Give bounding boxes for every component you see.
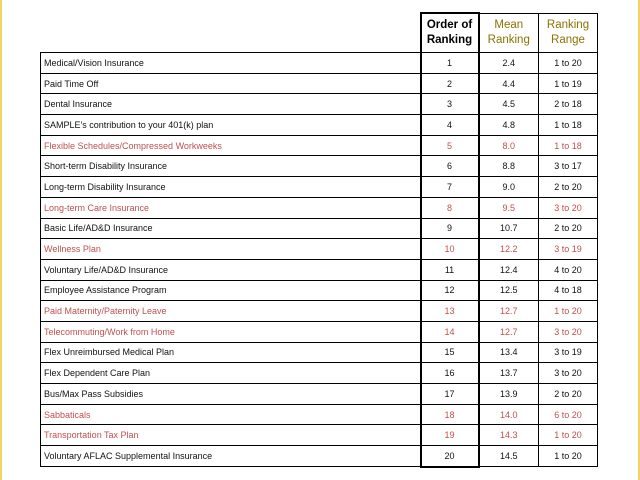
mean-cell: 12.2 — [479, 239, 539, 260]
benefit-cell: SAMPLE's contribution to your 401(k) plan — [41, 115, 421, 136]
header-mean-ranking — [479, 13, 539, 53]
order-cell: 9 — [421, 218, 479, 239]
order-cell: 1 — [421, 53, 479, 74]
table-row — [41, 53, 598, 74]
order-cell: 2 — [421, 73, 479, 94]
mean-cell: 4.5 — [479, 94, 539, 115]
mean-cell: 14.0 — [479, 404, 539, 425]
table-row — [41, 239, 598, 260]
range-cell: 4 to 18 — [539, 280, 598, 301]
header-benefit — [41, 13, 421, 53]
mean-cell: 14.3 — [479, 425, 539, 446]
table-row — [41, 156, 598, 177]
benefit-cell: Bus/Max Pass Subsidies — [41, 384, 421, 405]
table-row — [41, 404, 598, 425]
table-row — [41, 73, 598, 94]
range-cell: 2 to 20 — [539, 177, 598, 198]
order-cell: 8 — [421, 197, 479, 218]
benefit-cell: Voluntary Life/AD&D Insurance — [41, 259, 421, 280]
header-order-of-ranking — [421, 13, 479, 53]
benefit-cell: Sabbaticals — [41, 404, 421, 425]
benefits-ranking-table — [40, 12, 598, 468]
range-cell: 1 to 19 — [539, 73, 598, 94]
mean-cell: 10.7 — [479, 218, 539, 239]
mean-cell: 12.7 — [479, 301, 539, 322]
mean-cell: 8.8 — [479, 156, 539, 177]
range-cell: 4 to 20 — [539, 259, 598, 280]
table-row — [41, 115, 598, 136]
benefit-cell: Medical/Vision Insurance — [41, 53, 421, 74]
mean-cell: 12.5 — [479, 280, 539, 301]
order-cell: 19 — [421, 425, 479, 446]
range-cell: 3 to 20 — [539, 321, 598, 342]
mean-cell: 12.7 — [479, 321, 539, 342]
benefit-cell: Voluntary AFLAC Supplemental Insurance — [41, 446, 421, 467]
benefit-cell: Long-term Disability Insurance — [41, 177, 421, 198]
order-cell: 10 — [421, 239, 479, 260]
table-row — [41, 384, 598, 405]
mean-cell: 8.0 — [479, 135, 539, 156]
benefit-cell: Dental Insurance — [41, 94, 421, 115]
order-cell: 18 — [421, 404, 479, 425]
table-header-row — [41, 13, 598, 53]
benefit-cell: Flexible Schedules/Compressed Workweeks — [41, 135, 421, 156]
table-row — [41, 218, 598, 239]
table-row — [41, 259, 598, 280]
benefit-cell: Paid Time Off — [41, 73, 421, 94]
benefit-cell: Wellness Plan — [41, 239, 421, 260]
table-row — [41, 363, 598, 384]
table-body — [41, 53, 598, 467]
range-cell: 2 to 20 — [539, 218, 598, 239]
range-cell: 3 to 17 — [539, 156, 598, 177]
mean-cell: 4.8 — [479, 115, 539, 136]
mean-cell: 13.9 — [479, 384, 539, 405]
mean-cell: 13.4 — [479, 342, 539, 363]
table-row — [41, 301, 598, 322]
benefit-cell: Transportation Tax Plan — [41, 425, 421, 446]
range-cell: 1 to 20 — [539, 425, 598, 446]
order-cell: 17 — [421, 384, 479, 405]
mean-cell: 2.4 — [479, 53, 539, 74]
header-mean-label: Mean Ranking — [487, 18, 530, 46]
order-cell: 12 — [421, 280, 479, 301]
benefit-cell: Flex Dependent Care Plan — [41, 363, 421, 384]
mean-cell: 9.0 — [479, 177, 539, 198]
table-row — [41, 177, 598, 198]
order-cell: 5 — [421, 135, 479, 156]
header-range-label: Ranking Range — [546, 18, 590, 46]
mean-cell: 4.4 — [479, 73, 539, 94]
mean-cell: 9.5 — [479, 197, 539, 218]
table-row — [41, 94, 598, 115]
order-cell: 11 — [421, 259, 479, 280]
mean-cell: 13.7 — [479, 363, 539, 384]
header-ranking-range — [539, 13, 598, 53]
benefit-cell: Telecommuting/Work from Home — [41, 321, 421, 342]
range-cell: 1 to 18 — [539, 115, 598, 136]
mean-cell: 14.5 — [479, 446, 539, 467]
table-row — [41, 135, 598, 156]
benefit-cell: Short-term Disability Insurance — [41, 156, 421, 177]
range-cell: 2 to 18 — [539, 94, 598, 115]
table-row — [41, 197, 598, 218]
range-cell: 1 to 20 — [539, 301, 598, 322]
benefit-cell: Paid Maternity/Paternity Leave — [41, 301, 421, 322]
range-cell: 6 to 20 — [539, 404, 598, 425]
range-cell: 1 to 20 — [539, 53, 598, 74]
mean-cell: 12.4 — [479, 259, 539, 280]
header-order-label: Order of Ranking — [426, 19, 473, 46]
order-cell: 3 — [421, 94, 479, 115]
order-cell: 14 — [421, 321, 479, 342]
order-cell: 15 — [421, 342, 479, 363]
order-cell: 16 — [421, 363, 479, 384]
order-cell: 13 — [421, 301, 479, 322]
benefit-cell: Flex Unreimbursed Medical Plan — [41, 342, 421, 363]
table-row — [41, 342, 598, 363]
range-cell: 3 to 19 — [539, 239, 598, 260]
order-cell: 4 — [421, 115, 479, 136]
order-cell: 6 — [421, 156, 479, 177]
frame-left-border — [0, 0, 2, 480]
range-cell: 2 to 20 — [539, 384, 598, 405]
table-row — [41, 425, 598, 446]
range-cell: 3 to 20 — [539, 363, 598, 384]
table-row — [41, 446, 598, 467]
table-row — [41, 280, 598, 301]
benefit-cell: Long-term Care Insurance — [41, 197, 421, 218]
range-cell: 3 to 20 — [539, 197, 598, 218]
table-row — [41, 321, 598, 342]
order-cell: 7 — [421, 177, 479, 198]
range-cell: 1 to 18 — [539, 135, 598, 156]
benefit-cell: Basic Life/AD&D Insurance — [41, 218, 421, 239]
range-cell: 1 to 20 — [539, 446, 598, 467]
benefit-cell: Employee Assistance Program — [41, 280, 421, 301]
order-cell: 20 — [421, 446, 479, 467]
range-cell: 3 to 19 — [539, 342, 598, 363]
